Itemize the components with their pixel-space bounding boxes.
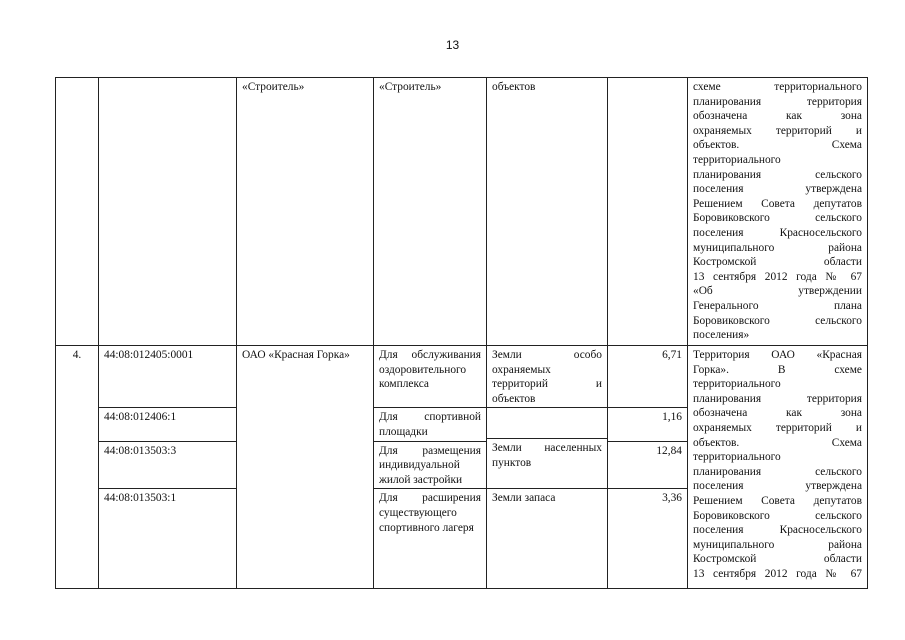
cell-cadastral — [99, 78, 237, 346]
cell-owner: «Строитель» — [237, 78, 374, 346]
note-line: территориального — [693, 153, 781, 166]
cell-cadastral: 44:08:013503:1 — [99, 489, 237, 589]
note-line: Решением Совета депутатов — [693, 197, 862, 210]
note-line: поселения Красносельского — [693, 524, 862, 537]
note-line: охраняемых территорий и — [693, 124, 862, 137]
table-row-continuation — [56, 78, 868, 346]
note-line: территориального — [693, 378, 781, 391]
note-line: планирования сельского — [693, 465, 862, 478]
note-line: 13 сентября 2012 года № 67 — [693, 270, 862, 283]
cell-category-merged — [487, 408, 608, 489]
cell-area — [608, 78, 688, 346]
land-plots-table — [55, 77, 868, 589]
cell-note — [688, 346, 868, 589]
cell-purpose: Для расширения существующего спортивного лагеря — [374, 489, 487, 589]
note-line: Боровиковского сельского — [693, 212, 862, 225]
note-line: планирования сельского — [693, 168, 862, 181]
note-line: муниципального района — [693, 241, 862, 254]
note-line: Решением Совета депутатов — [693, 494, 862, 507]
note-line: объектов. Схема — [693, 139, 862, 152]
note-line: охраняемых территорий и — [693, 421, 862, 434]
cell-cadastral: 44:08:012405:0001 — [99, 346, 237, 408]
cell-number — [56, 78, 99, 346]
cell-category: объектов — [487, 78, 608, 346]
cell-cadastral: 44:08:012406:1 — [99, 408, 237, 441]
cell-category: Земли особо охраняемых территорий и объектов — [487, 346, 608, 408]
note-line: объектов. Схема — [693, 436, 862, 449]
note-line: «Об утверждении — [693, 285, 862, 298]
note-line: поселения утверждена — [693, 183, 862, 196]
note-line: обозначена как зона — [693, 110, 862, 123]
note-line: Боровиковского сельского — [693, 509, 862, 522]
cell-user: «Строитель» — [374, 78, 487, 346]
note-line: Костромской области — [693, 553, 862, 566]
cell-category: Земли запаса — [487, 489, 608, 589]
cell-number: 4. — [56, 346, 99, 589]
note-line: схеме территориального — [693, 81, 862, 93]
note-line: Генерального плана — [693, 299, 862, 312]
note-line: Костромской области — [693, 256, 862, 269]
cell-category: Земли населенных пунктов — [487, 438, 607, 471]
note-line: планирования территория — [693, 392, 862, 405]
note-line: обозначена как зона — [693, 407, 862, 420]
page-number: 13 — [445, 38, 460, 52]
cell-cadastral: 44:08:013503:3 — [99, 441, 237, 489]
cell-note — [688, 78, 868, 346]
note-line: поселения Красносельского — [693, 226, 862, 239]
note-line: поселения» — [693, 329, 750, 342]
table-row — [56, 346, 868, 408]
note-line: поселения утверждена — [693, 480, 862, 493]
cell-owner: ОАО «Красная Горка» — [237, 346, 374, 589]
cell-area: 12,84 — [608, 441, 688, 489]
cell-purpose: Для спортивной площадки — [374, 408, 487, 441]
cell-purpose: Для размещения индивидуальной жилой застройки — [374, 441, 487, 489]
cell-area: 6,71 — [608, 346, 688, 408]
note-line: территориального — [693, 451, 781, 464]
note-line: планирования территория — [693, 95, 862, 108]
note-line: муниципального района — [693, 538, 862, 551]
note-line: 13 сентября 2012 года № 67 — [693, 567, 862, 580]
cell-purpose: Для обслуживания оздоровительного комплекса — [374, 346, 487, 408]
note-line: Горка». В схеме — [693, 363, 862, 376]
cell-area: 1,16 — [608, 408, 688, 441]
note-line: Боровиковского сельского — [693, 314, 862, 327]
note-line: Территория ОАО «Красная — [693, 349, 862, 361]
cell-area: 3,36 — [608, 489, 688, 589]
